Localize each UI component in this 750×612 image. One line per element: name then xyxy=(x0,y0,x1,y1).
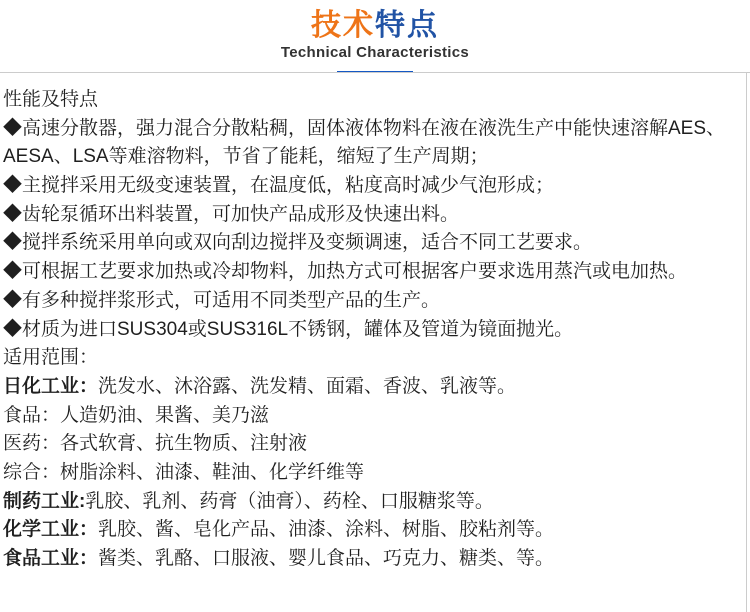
line-text: 医药：各式软膏、抗生物质、注射液 xyxy=(3,433,308,455)
section-subtitle: Technical Characteristics xyxy=(280,44,470,61)
text-line-feature xyxy=(3,258,746,287)
line-text: ◆搅拌系统采用单向或双向刮边搅拌及变频调速，适合不同工艺要求。 xyxy=(3,232,593,254)
text-line-scope-heading xyxy=(3,344,746,373)
line-text: AESA、LSA等难溶物料，节省了能耗，缩短了生产周期； xyxy=(3,146,489,168)
line-text: 乳胶、乳剂、药膏（油膏）、药栓、口服糖浆等。 xyxy=(85,490,494,512)
line-text: ◆材质为进口SUS304或SUS316L不锈钢，罐体及管道为镜面抛光。 xyxy=(3,318,574,340)
line-text: 性能及特点 xyxy=(3,89,99,110)
line-text: 洗发水、沐浴露、洗发精、面霜、香波、乳液等。 xyxy=(98,375,517,397)
text-line-performance-heading xyxy=(3,86,746,115)
text-line-feature xyxy=(3,172,746,201)
line-text: ◆有多种搅拌浆形式，可适用不同类型产品的生产。 xyxy=(3,289,441,311)
line-text: 乳胶、酱、皂化产品、油漆、涂料、树脂、胶粘剂等。 xyxy=(98,519,555,541)
line-label: 制药工业: xyxy=(3,490,86,512)
section-title xyxy=(0,0,750,43)
line-text: 食品：人造奶油、果酱、美乃滋 xyxy=(3,404,270,426)
text-line-industry xyxy=(3,516,746,545)
text-line-industry xyxy=(3,430,746,459)
line-text: 综合：树脂涂料、油漆、鞋油、化学纤维等 xyxy=(3,461,365,483)
section-title-orange-part: 技术 xyxy=(311,9,375,42)
text-line-feature xyxy=(3,287,746,316)
text-line-feature xyxy=(3,143,746,172)
text-line-feature xyxy=(3,115,746,144)
line-text: ◆齿轮泵循环出料装置，可加快产品成形及快速出料。 xyxy=(3,203,460,225)
line-label: 食品工业： xyxy=(3,548,99,569)
line-text: 酱类、乳酪、口服液、婴儿食品、巧克力、糖类、等。 xyxy=(98,548,555,569)
text-line-feature xyxy=(3,201,746,230)
text-line-industry xyxy=(3,459,746,488)
line-label: 化学工业： xyxy=(3,519,99,541)
line-text: ◆高速分散器，强力混合分散粘稠，固体液体物料在液在液洗生产中能快速溶解AES、 xyxy=(3,117,726,139)
text-line-industry xyxy=(3,402,746,431)
text-line-feature xyxy=(3,316,746,345)
section-header xyxy=(0,0,750,62)
text-line-feature xyxy=(3,229,746,258)
line-text: 适用范围： xyxy=(3,347,99,369)
line-text: ◆主搅拌采用无级变速装置，在温度低，粘度高时减少气泡形成； xyxy=(3,175,555,197)
text-line-industry xyxy=(3,488,746,517)
line-label: 日化工业： xyxy=(3,375,99,397)
text-line-industry xyxy=(3,545,746,574)
line-text: ◆可根据工艺要求加热或冷却物料，加热方式可根据客户要求选用蒸汽或电加热。 xyxy=(3,261,688,283)
features-panel xyxy=(0,72,747,612)
section-title-blue-part: 特点 xyxy=(375,9,439,42)
text-line-industry xyxy=(3,373,746,402)
